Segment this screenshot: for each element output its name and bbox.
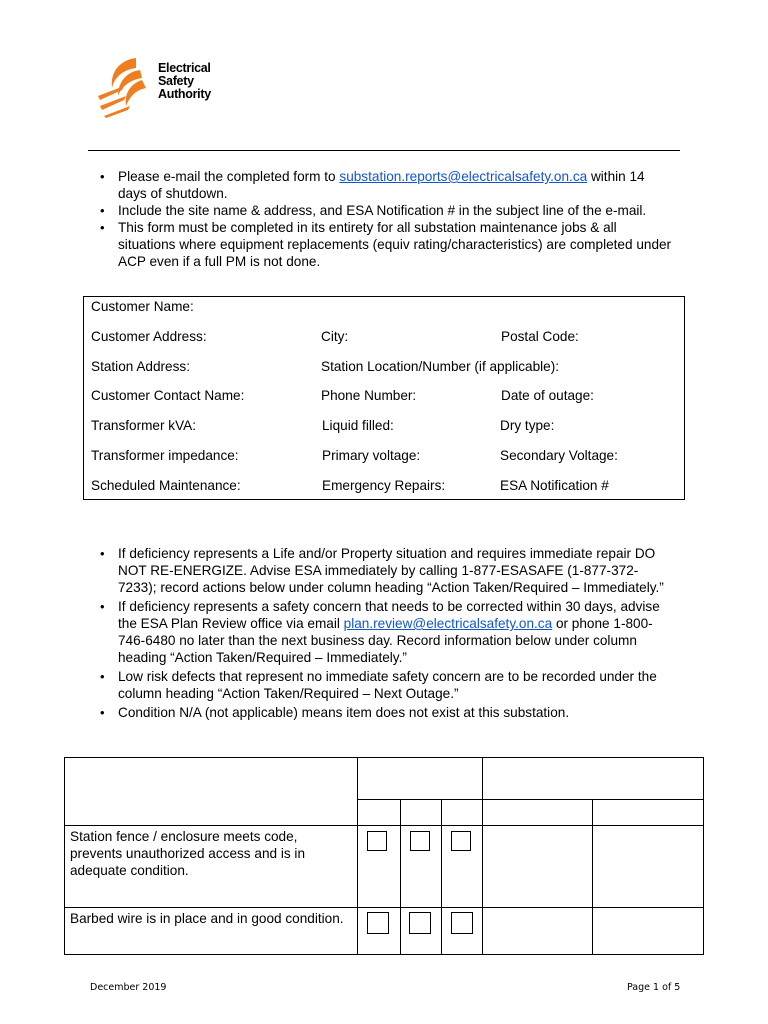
instruction-email: • Please e-mail the completed form to substation.reports@electricalsafety.on.ca within 14 days of shutdown. xyxy=(100,168,675,202)
condition-checkbox-3[interactable] xyxy=(451,912,473,934)
esa-logo xyxy=(96,56,226,118)
instruction-subject: • Include the site name & address, and ESA Notification # in the subject line of the e-mail. xyxy=(100,202,675,219)
table-row: Barbed wire is in place and in good condition. xyxy=(70,911,344,926)
guidance-safety-concern: • If deficiency represents a safety concern that needs to be corrected within 30 days, advise the ESA Plan Review office via email plan.review@electricalsafety.on.ca or phone 1-800-746-6480 no later than the next business day. Record information below under column heading “Action Taken/Required – Immediately.” xyxy=(100,598,670,666)
secondary-voltage-label: Secondary Voltage: xyxy=(500,448,618,463)
condition-checkbox-3[interactable] xyxy=(451,831,471,851)
station-location-label: Station Location/Number (if applicable): xyxy=(321,359,560,374)
esa-flame-icon xyxy=(96,56,156,118)
logo-wordmark: Electrical Safety Authority xyxy=(158,61,211,101)
transformer-impedance-label: Transformer impedance: xyxy=(91,448,239,463)
esa-notification-label: ESA Notification # xyxy=(500,478,609,493)
submission-email-link[interactable]: substation.reports@electricalsafety.on.ca xyxy=(339,169,588,184)
plan-review-email-link[interactable]: plan.review@electricalsafety.on.ca xyxy=(343,616,553,631)
condition-checkbox-2[interactable] xyxy=(409,912,431,934)
header-divider xyxy=(88,150,680,151)
scheduled-maintenance-label: Scheduled Maintenance: xyxy=(91,478,241,493)
transformer-kva-label: Transformer kVA: xyxy=(91,418,196,433)
city-label: City: xyxy=(321,329,349,344)
deficiency-guidance xyxy=(100,545,670,723)
guidance-life-property: • If deficiency represents a Life and/or Property situation and requires immediate repair DO NOT RE-ENERGIZE. Advise ESA immediately by calling 1-877-ESASAFE (1-877-372-7233); record actions below under column heading “Action Taken/Required – Immediately.” xyxy=(100,545,670,596)
condition-checkbox-2[interactable] xyxy=(410,831,430,851)
emergency-repairs-label: Emergency Repairs: xyxy=(322,478,446,493)
inspection-table xyxy=(64,757,704,955)
footer-date: December 2019 xyxy=(90,982,167,993)
condition-checkbox-1[interactable] xyxy=(367,831,387,851)
dry-type-label: Dry type: xyxy=(500,418,555,433)
table-row: Station fence / enclosure meets code, prevents unauthorized access and is in adequate condition. xyxy=(70,829,306,878)
submission-instructions xyxy=(100,168,675,270)
customer-address-label: Customer Address: xyxy=(91,329,207,344)
instruction-completion: • This form must be completed in its entirety for all substation maintenance jobs & all situations where equipment replacements (equiv rating/characteristics) are completed under ACP even if a full PM is not done. xyxy=(100,219,675,270)
postal-code-label: Postal Code: xyxy=(501,329,579,344)
customer-name-label: Customer Name: xyxy=(91,299,194,314)
contact-name-label: Customer Contact Name: xyxy=(91,388,245,403)
guidance-low-risk: • Low risk defects that represent no immediate safety concern are to be recorded under the column heading “Action Taken/Required – Next Outage.” xyxy=(100,668,670,702)
phone-number-label: Phone Number: xyxy=(321,388,417,403)
outage-date-label: Date of outage: xyxy=(501,388,594,403)
guidance-condition-na: • Condition N/A (not applicable) means item does not exist at this substation. xyxy=(100,704,670,721)
primary-voltage-label: Primary voltage: xyxy=(322,448,421,463)
liquid-filled-label: Liquid filled: xyxy=(322,418,394,433)
condition-checkbox-1[interactable] xyxy=(367,912,389,934)
station-address-label: Station Address: xyxy=(91,359,190,374)
customer-info-box xyxy=(83,296,685,500)
footer-page-number: Page 1 of 5 xyxy=(627,982,681,993)
